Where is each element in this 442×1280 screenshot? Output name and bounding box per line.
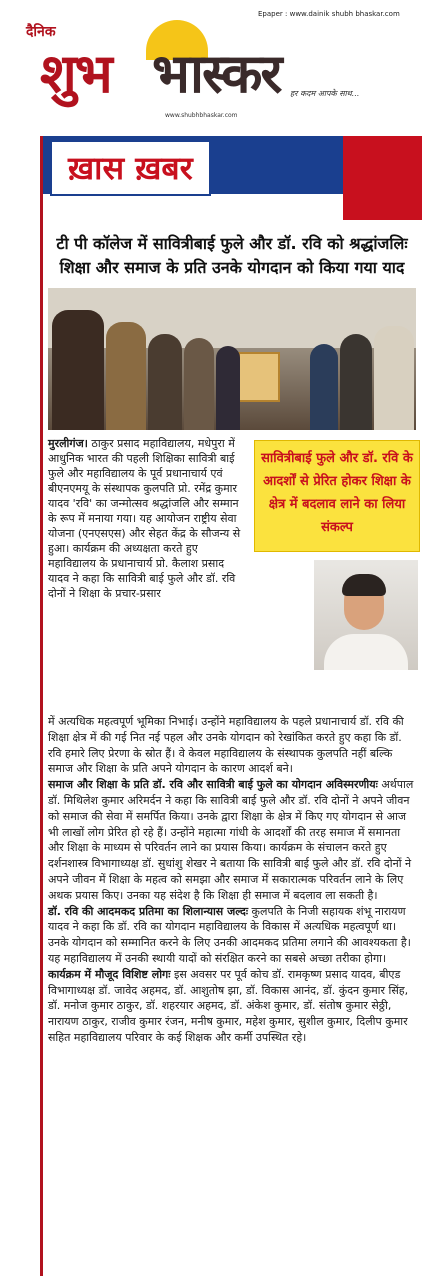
pullquote-text: सावित्रीबाई फुले और डॉ. रवि के आदर्शों से प्रेरित होकर शिक्षा के क्षेत्र में बदलाव लाने का लिया संकल्प	[261, 451, 413, 535]
photo-person	[184, 338, 214, 430]
paragraph-1: में अत्यधिक महत्वपूर्ण भूमिका निभाई। उन्होंने महाविद्यालय के पहले प्रधानाचार्य डॉ. रवि की शिक्षा क्षेत्र में की गई नित नई पहल और उनके योगदान को रेखांकित करते हुए कहा कि डॉ. रवि हमारे लिए प्रेरणा के स्रोत हैं। वे केवल महाविद्यालय के संस्थापक कुलपति नहीं बल्कि समाज और शिक्षा के प्रति अपने योगदान के कारण आदर्श बने।	[48, 715, 404, 776]
section-bar-accent	[343, 136, 422, 220]
logo-small-title: दैनिक	[26, 24, 56, 40]
photo-person	[374, 326, 414, 430]
paragraph-3-text: कुलपति के निजी सहायक शंभू नारायण यादव ने कहा कि डॉ. रवि का योगदान महाविद्यालय के विकास में अत्यधिक महत्वपूर्ण था। उनके योगदान को सम्मानित करने के लिए उनकी आदमकद प्रतिमा लगाने की आवश्यकता है। यह महाविद्यालय में उनकी स्थायी यादों को संरक्षित करने का सबसे अच्छा तरीका होगा।	[48, 904, 411, 965]
paragraph-4-text: इस अवसर पर पूर्व कोच डॉ. रामकृष्ण प्रसाद यादव, बीएड विभागाध्यक्ष डॉ. जावेद अहमद, डॉ. आशुतोष झा, डॉ. विकास आनंद, डॉ. कुंदन कुमार सिंह, डॉ. मनोज कुमार ठाकुर, डॉ. शहरयार अहमद, डॉ. अंकेश कुमार, डॉ. संतोष कुमार सेठ्ठी, नारायण ठाकुर, राजीव कुमार रंजन, मनीष कुमार, महेश कुमार, सुशील कुमार, दिलीप कुमार सहित महाविद्यालय परिवार के कई शिक्षक और कर्मी उपस्थित रहे।	[48, 967, 409, 1044]
paragraph-3	[48, 904, 418, 967]
logo-title-right: भास्कर	[152, 42, 281, 105]
profile-photo	[314, 560, 418, 670]
subheading-3: कार्यक्रम में मौजूद विशिष्ट लोगः	[48, 967, 171, 981]
article-headline: टी पी कॉलेज में सावित्रीबाई फुले और डॉ. रवि को श्रद्धांजलिः शिक्षा और समाज के प्रति उनके योगदान को किया गया याद	[56, 234, 408, 277]
pullquote-box	[254, 440, 420, 552]
article-column-text	[48, 436, 248, 601]
tagline: हर कदम आपके साथ...	[290, 89, 360, 98]
section-banner: ख़ास ख़बर	[50, 140, 211, 196]
profile-hair	[342, 574, 386, 596]
logo-title-left: शुभ	[40, 42, 111, 105]
paragraph-2-text: अर्थपाल डॉ. मिथिलेश कुमार अरिमर्दन ने कहा कि सावित्री बाई फुले और डॉ. रवि दोनों ने अपने जीवन को समाज की सेवा में समर्पित किया। उनके द्वारा शिक्षा के क्षेत्र में किए गए योगदान से आज भी लाखों लोग प्रेरित हो रहे हैं। उन्होंने महात्मा गांधी के आदर्शों की तरह समाज में समानता और शिक्षा के माध्यम से परिवर्तन लाने का प्रयास किया। कार्यक्रम के संचालन करते हुए दर्शनशास्त्र विभागाध्यक्ष डॉ. सुधांशु शेखर ने बताया कि सावित्री बाई फुले और डॉ. रवि दोनों ने अपने जीवन में शिक्षा के महत्व को समझा और समाज में सकारात्मक परिवर्तन लाने के लिए अथक प्रयास किए। उनका यह संदेश है कि शिक्षा ही समाज में बदलाव ला सकती है।	[48, 778, 414, 902]
masthead	[0, 0, 442, 128]
photo-portrait-frame	[238, 352, 280, 402]
photo-person	[216, 346, 240, 430]
site-url[interactable]: www.shubhbhaskar.com	[165, 112, 238, 119]
photo-person	[52, 310, 104, 430]
dateline: मुरलीगंज।	[48, 437, 88, 450]
photo-person	[340, 334, 372, 430]
event-photo	[48, 288, 416, 430]
paragraph-4	[48, 967, 418, 1046]
epaper-url[interactable]: Epaper : www.dainik shubh bhaskar.com	[258, 10, 400, 18]
article-body	[48, 714, 418, 1046]
profile-kurta	[324, 634, 408, 670]
column-paragraph: ठाकुर प्रसाद महाविद्यालय, मधेपुरा में आधुनिक भारत की पहली शिक्षिका सावित्री बाई फुले और महाविद्यालय के पूर्व प्रधानाचार्य एवं बीएनएमयू के संस्थापक कुलपति प्रो. रमेंद्र कुमार यादव 'रवि' का जन्मोत्सव श्रद्धांजलि और सम्मान के रूप में मनाया गया। यह आयोजन राष्ट्रीय सेवा योजना (एनएसएस) और सेहत केंद्र के सौजन्य से हुआ। कार्यक्रम की अध्यक्षता करते हुए महाविद्यालय के प्रधानाचार्य प्रो. कैलाश प्रसाद यादव ने कहा कि सावित्री बाई फुले और डॉ. रवि दोनों ने शिक्षा के प्रचार-प्रसार	[48, 437, 241, 600]
photo-person	[148, 334, 182, 430]
paragraph-2	[48, 777, 418, 903]
subheading-1: समाज और शिक्षा के प्रति डॉ. रवि और सावित्री बाई फुले का योगदान अविस्मरणीयः	[48, 778, 378, 792]
photo-person	[310, 344, 338, 430]
photo-person	[106, 322, 146, 430]
subheading-2: डॉ. रवि की आदमकद प्रतिमा का शिलान्यास जल्दः	[48, 904, 249, 918]
